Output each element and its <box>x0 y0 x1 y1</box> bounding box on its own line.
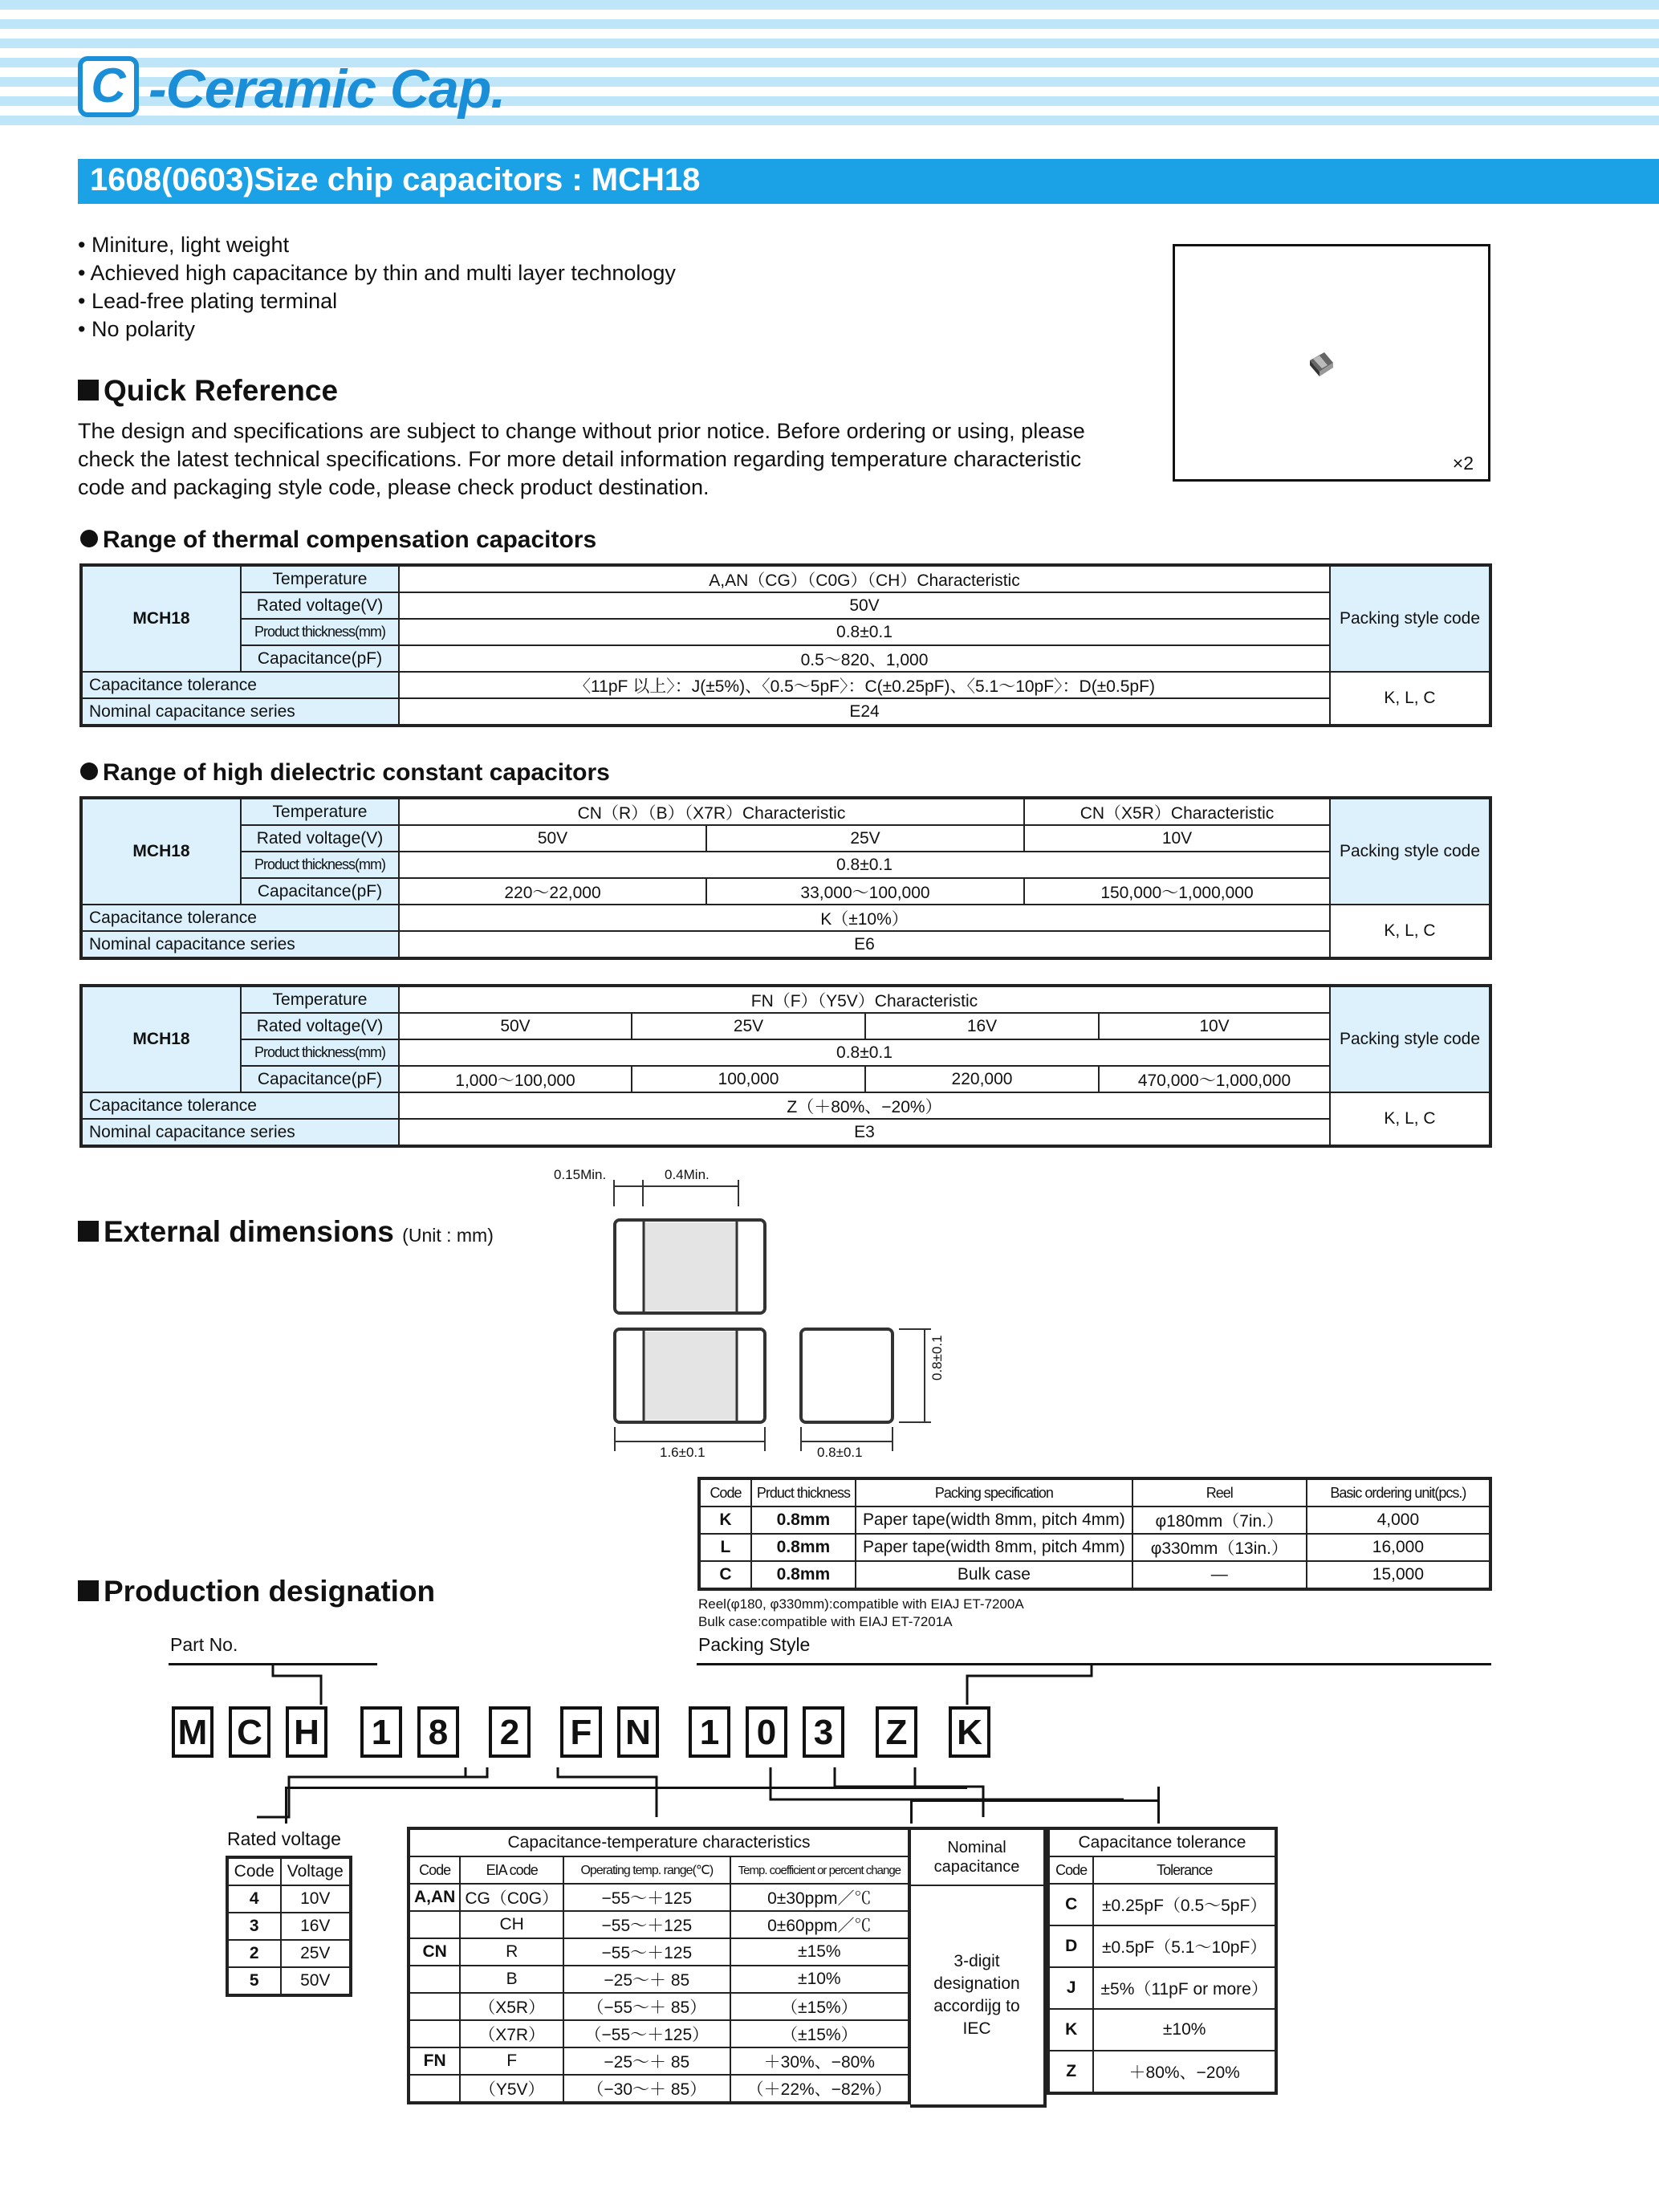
table-cell: （−55～＋ 85） <box>563 1993 730 2020</box>
table-cell: R <box>460 1938 563 1966</box>
table-cell: −55～＋125 <box>563 1938 730 1966</box>
table-row <box>409 1911 909 1938</box>
table-cell: K <box>699 1507 751 1534</box>
table-cell: 〈11pF 以上〉：J(±5%)、〈0.5～5pF〉：C(±0.25pF)、〈5.1～10pF〉：D(±0.5pF) <box>399 672 1330 698</box>
table-cell: E6 <box>399 931 1330 958</box>
table-cell <box>409 1993 460 2020</box>
logo-c-icon: C <box>78 56 139 117</box>
table-cell: Z（＋80%、−20%） <box>399 1092 1330 1119</box>
part-char-box: N <box>617 1706 659 1758</box>
table-cell: −55～＋125 <box>563 1911 730 1938</box>
table-cell: J <box>1048 1967 1093 2009</box>
part-char-box: C <box>229 1706 270 1758</box>
table-header: Prduct thickness <box>751 1478 856 1507</box>
table-cell: D <box>1048 1925 1093 1967</box>
table-row <box>227 1913 351 1940</box>
table-header: Code <box>1048 1856 1093 1884</box>
table-row <box>409 2075 909 2103</box>
part-char-box: Z <box>876 1706 917 1758</box>
part-char-box: 1 <box>689 1706 730 1758</box>
row-label: Nominal capacitance series <box>81 1119 399 1146</box>
table-row <box>1048 1925 1276 1967</box>
table-cell: ＋30%、−80% <box>730 2047 909 2075</box>
table-cell: 16V <box>281 1913 351 1940</box>
table-cell <box>409 1911 460 1938</box>
feature-list <box>78 231 676 344</box>
table-cell: （−30～＋ 85） <box>563 2075 730 2103</box>
table-cell: ±10% <box>1093 2009 1276 2051</box>
header-stripe <box>0 19 1659 29</box>
table-cell: 25V <box>632 1013 865 1039</box>
section-heading-thermal: Range of thermal compensation capacitors <box>80 527 596 554</box>
table-cell: FN <box>409 2047 460 2075</box>
part-char-box: 3 <box>803 1706 844 1758</box>
cap-tol-table <box>1047 1827 1278 2095</box>
product-photo <box>1173 244 1490 482</box>
table-cell: C <box>699 1561 751 1589</box>
section-heading-dimensions: External dimensions (Unit : mm) <box>78 1215 494 1249</box>
table-cell: — <box>1132 1561 1307 1589</box>
packing-table <box>697 1477 1492 1591</box>
table-header: Code <box>409 1856 460 1884</box>
feature-item: • Lead-free plating terminal <box>78 289 338 313</box>
row-label: Rated voltage(V) <box>241 592 399 619</box>
bracket-line <box>285 1787 287 1824</box>
table-row <box>409 1938 909 1966</box>
table-header: Operating temp. range(℃) <box>563 1856 730 1884</box>
table-cell: FN（F）（Y5V）Characteristic <box>399 986 1330 1013</box>
table-row <box>699 1561 1490 1589</box>
table-cell: ±0.5pF（5.1～10pF） <box>1093 1925 1276 1967</box>
table-row <box>1048 2051 1276 2093</box>
photo-scale: ×2 <box>1452 453 1474 474</box>
table-cell: A,AN <box>409 1884 460 1911</box>
table-row <box>1048 1884 1276 1925</box>
dim-label-band: 0.4Min. <box>665 1167 710 1182</box>
table-row <box>227 1967 351 1995</box>
table-cell: （±15%） <box>730 2020 909 2047</box>
table-header: Temp. coefficient or percent change <box>730 1856 909 1884</box>
table-row <box>1048 1967 1276 2009</box>
table-cell: K <box>1048 2009 1093 2051</box>
dim-label-height: 0.8±0.1 <box>929 1335 945 1380</box>
part-char-box: K <box>949 1706 990 1758</box>
table-row <box>409 2047 909 2075</box>
table-cell: Paper tape(width 8mm, pitch 4mm) <box>856 1507 1132 1534</box>
table-cell: 0.8±0.1 <box>399 619 1330 645</box>
table-cell: （X7R） <box>460 2020 563 2047</box>
table-header: Reel <box>1132 1478 1307 1507</box>
table-cell: ±5%（11pF or more） <box>1093 1967 1276 2009</box>
packing-style-label: Packing Style <box>698 1634 811 1655</box>
row-label: Product thickness(mm) <box>241 1039 399 1066</box>
table-cell: B <box>460 1966 563 1993</box>
row-label: Product thickness(mm) <box>241 852 399 878</box>
dimension-drawing <box>546 1162 995 1467</box>
table-cell: K, L, C <box>1330 1092 1490 1146</box>
section-heading-high-dielectric: Range of high dielectric constant capacitors <box>80 759 610 787</box>
table-cell: E24 <box>399 698 1330 726</box>
table-cell: 3 <box>227 1913 281 1940</box>
table-cell: 2 <box>227 1940 281 1967</box>
table-header: Tolerance <box>1093 1856 1276 1884</box>
table-header: Code <box>699 1478 751 1507</box>
nominal-capacitance-box <box>910 1827 1047 2108</box>
table-cell: 5 <box>227 1967 281 1995</box>
bracket-line <box>910 1799 1159 1802</box>
table-cell: 16,000 <box>1307 1534 1490 1561</box>
row-label: Nominal capacitance series <box>81 931 399 958</box>
table-cell: 50V <box>399 1013 632 1039</box>
table-cell: 10V <box>281 1885 351 1913</box>
nominal-title: Nominal capacitance <box>910 1830 1043 1886</box>
table-row <box>227 1940 351 1967</box>
table-header: EIA code <box>460 1856 563 1884</box>
table-cell: 25V <box>706 825 1024 852</box>
table-cell: （＋22%、−82%） <box>730 2075 909 2103</box>
row-label: Capacitance(pF) <box>241 645 399 672</box>
bracket-line <box>910 1799 913 1824</box>
note-line: Bulk case:compatible with EIAJ ET-7201A <box>698 1614 953 1629</box>
table-cell: （−55～＋125） <box>563 2020 730 2047</box>
table-cell: 33,000～100,000 <box>706 878 1024 905</box>
table-cell: （±15%） <box>730 1993 909 2020</box>
section-heading-production: Production designation <box>78 1575 435 1608</box>
table-cell: 25V <box>281 1940 351 1967</box>
table-cell: F <box>460 2047 563 2075</box>
table-cell: CN <box>409 1938 460 1966</box>
table-cell: 4 <box>227 1885 281 1913</box>
table-row <box>227 1885 351 1913</box>
table-cell: 220,000 <box>865 1066 1099 1092</box>
table-cell: φ330mm（13in.） <box>1132 1534 1307 1561</box>
logo-text: -Ceramic Cap. <box>148 59 506 120</box>
table-cell: Bulk case <box>856 1561 1132 1589</box>
table-cell: K, L, C <box>1330 672 1490 726</box>
table-row <box>409 1966 909 1993</box>
table-header: Code <box>227 1857 281 1885</box>
table-cell: 0.5～820、1,000 <box>399 645 1330 672</box>
table-cell: 50V <box>281 1967 351 1995</box>
row-label: Temperature <box>241 565 399 592</box>
cap-temp-table <box>407 1827 911 2104</box>
part-no-label: Part No. <box>170 1634 238 1655</box>
model-cell: MCH18 <box>81 986 241 1092</box>
dim-label-length: 1.6±0.1 <box>660 1445 705 1460</box>
rated-voltage-title: Rated voltage <box>227 1828 341 1849</box>
table-cell: 1,000～100,000 <box>399 1066 632 1092</box>
table-header: Packing specification <box>856 1478 1132 1507</box>
table-row <box>409 2020 909 2047</box>
packing-note <box>698 1596 1024 1631</box>
table-row <box>699 1534 1490 1561</box>
row-label: Capacitance tolerance <box>81 672 399 698</box>
high-dielectric-table-2 <box>79 984 1492 1148</box>
row-label: Capacitance tolerance <box>81 1092 399 1119</box>
table-cell: 0.8±0.1 <box>399 1039 1330 1066</box>
part-char-box: F <box>560 1706 602 1758</box>
part-char-box: 2 <box>489 1706 531 1758</box>
row-label: Packing style code <box>1330 986 1490 1092</box>
table-cell: 50V <box>399 592 1330 619</box>
table-cell: CN（R）（B）（X7R）Characteristic <box>399 798 1024 825</box>
table-cell: ±15% <box>730 1938 909 1966</box>
table-cell: 0.8mm <box>751 1534 856 1561</box>
row-label: Rated voltage(V) <box>241 1013 399 1039</box>
table-cell: （Y5V） <box>460 2075 563 2103</box>
section-heading-quick-reference: Quick Reference <box>78 374 338 408</box>
table-cell <box>409 1966 460 1993</box>
dim-label-width: 0.8±0.1 <box>817 1445 863 1460</box>
table-cell: K（±10%） <box>399 905 1330 931</box>
page-title: 1608(0603)Size chip capacitors : MCH18 <box>90 162 701 197</box>
table-cell: E3 <box>399 1119 1330 1146</box>
table-cell: ±0.25pF（0.5～5pF） <box>1093 1884 1276 1925</box>
part-char-box: 8 <box>417 1706 459 1758</box>
table-cell: 10V <box>1099 1013 1330 1039</box>
table-cell: 4,000 <box>1307 1507 1490 1534</box>
table-cell: −25～＋ 85 <box>563 1966 730 1993</box>
feature-item: • No polarity <box>78 317 196 341</box>
table-cell: 470,000～1,000,000 <box>1099 1066 1330 1092</box>
table-cell: 0.8±0.1 <box>399 852 1330 878</box>
part-char-box: H <box>286 1706 327 1758</box>
table-cell: 10V <box>1024 825 1330 852</box>
table-cell: 220～22,000 <box>399 878 706 905</box>
table-header: Basic ordering unit(pcs.) <box>1307 1478 1490 1507</box>
note-line: Reel(φ180, φ330mm):compatible with EIAJ ET-7200A <box>698 1596 1024 1612</box>
high-dielectric-table-1 <box>79 796 1492 960</box>
table-cell: 50V <box>399 825 706 852</box>
bracket-line <box>285 1787 967 1789</box>
part-char-box: 1 <box>360 1706 402 1758</box>
table-cell: K, L, C <box>1330 905 1490 958</box>
part-char-box: 0 <box>746 1706 787 1758</box>
table-cell: L <box>699 1534 751 1561</box>
table-row <box>409 1884 909 1911</box>
table-cell: 16V <box>865 1013 1099 1039</box>
row-label: Packing style code <box>1330 798 1490 905</box>
chip-photo-icon <box>1175 246 1488 479</box>
table-cell: 0.8mm <box>751 1561 856 1589</box>
table-cell: （X5R） <box>460 1993 563 2020</box>
row-label: Capacitance(pF) <box>241 878 399 905</box>
table-cell <box>409 2075 460 2103</box>
table-cell: 0±60ppm／℃ <box>730 1911 909 1938</box>
table-cell: 0±30ppm／℃ <box>730 1884 909 1911</box>
table-cell: 150,000～1,000,000 <box>1024 878 1330 905</box>
row-label: Capacitance tolerance <box>81 905 399 931</box>
thermal-table <box>79 563 1492 727</box>
bracket-line <box>1157 1787 1160 1824</box>
quick-reference-text: The design and specifications are subject to change without prior notice. Before ordering or using, please check the latest technical specifications. For more detail information regarding temperature characteristic code and packaging style code, please check product destination. <box>78 419 1085 499</box>
table-row <box>1048 2009 1276 2051</box>
row-label: Packing style code <box>1330 565 1490 672</box>
model-cell: MCH18 <box>81 798 241 905</box>
table-cell: 100,000 <box>632 1066 865 1092</box>
table-row <box>699 1507 1490 1534</box>
table-title: Capacitance-temperature characteristics <box>409 1828 909 1856</box>
table-cell: A,AN（CG）（C0G）（CH）Characteristic <box>399 565 1330 592</box>
table-cell: CH <box>460 1911 563 1938</box>
table-cell <box>409 2020 460 2047</box>
model-cell: MCH18 <box>81 565 241 672</box>
feature-item: • Miniture, light weight <box>78 233 290 257</box>
header-stripe <box>0 39 1659 48</box>
row-label: Temperature <box>241 986 399 1013</box>
part-char-box: M <box>172 1706 213 1758</box>
row-label: Rated voltage(V) <box>241 825 399 852</box>
table-title: Capacitance tolerance <box>1048 1828 1276 1856</box>
nominal-text: 3-digit designation accordijg to IEC <box>933 1952 1020 2038</box>
table-header: Voltage <box>281 1857 351 1885</box>
row-label: Product thickness(mm) <box>241 619 399 645</box>
table-cell: Z <box>1048 2051 1093 2093</box>
table-cell: −55～＋125 <box>563 1884 730 1911</box>
table-cell: −25～＋ 85 <box>563 2047 730 2075</box>
table-cell: φ180mm（7in.） <box>1132 1507 1307 1534</box>
table-cell: 0.8mm <box>751 1507 856 1534</box>
row-label: Capacitance(pF) <box>241 1066 399 1092</box>
table-cell: C <box>1048 1884 1093 1925</box>
rated-voltage-table <box>226 1856 352 1997</box>
table-cell: ±10% <box>730 1966 909 1993</box>
table-cell: CN（X5R）Characteristic <box>1024 798 1330 825</box>
table-cell: 15,000 <box>1307 1561 1490 1589</box>
table-cell: CG（C0G） <box>460 1884 563 1911</box>
row-label: Temperature <box>241 798 399 825</box>
table-cell: ＋80%、−20% <box>1093 2051 1276 2093</box>
dim-label-min: 0.15Min. <box>554 1167 607 1182</box>
table-row <box>409 1993 909 2020</box>
table-cell: Paper tape(width 8mm, pitch 4mm) <box>856 1534 1132 1561</box>
feature-item: • Achieved high capacitance by thin and multi layer technology <box>78 261 676 285</box>
row-label: Nominal capacitance series <box>81 698 399 726</box>
header-stripe <box>0 0 1659 10</box>
